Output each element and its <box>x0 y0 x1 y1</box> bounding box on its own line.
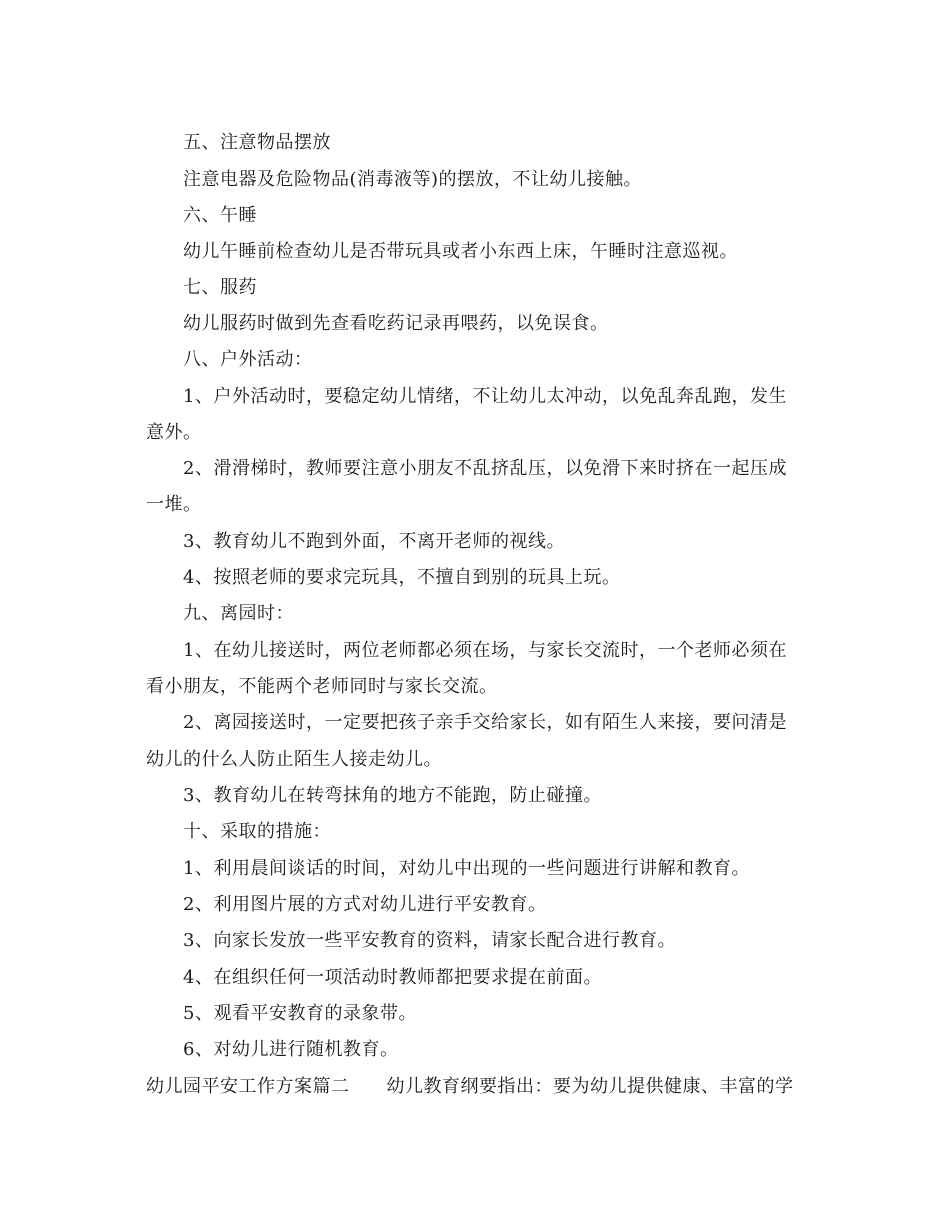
paragraph-line: 1、户外活动时，要稳定幼儿情绪，不让幼儿太冲动，以免乱奔乱跑，发生 <box>183 386 787 407</box>
paragraph-line: 1、在幼儿接送时，两位老师都必须在场，与家长交流时，一个老师必须在 <box>183 640 787 661</box>
paragraph-line: 3、教育幼儿在转弯抹角的地方不能跑，防止碰撞。 <box>183 785 602 806</box>
heading-eight: 八、户外活动： <box>183 349 313 370</box>
paragraph-line: 2、离园接送时，一定要把孩子亲手交给家长，如有陌生人来接，要问清是 <box>183 712 787 733</box>
paragraph-line: 注意电器及危险物品(消毒液等)的摆放，不让幼儿接触。 <box>183 169 643 190</box>
paragraph-line: 幼儿午睡前检查幼儿是否带玩具或者小东西上床，午睡时注意巡视。 <box>183 241 738 262</box>
paragraph-line: 幼儿的什么人防止陌生人接走幼儿。 <box>146 749 442 770</box>
heading-six: 六、午睡 <box>183 205 257 226</box>
heading-seven: 七、服药 <box>183 277 257 298</box>
paragraph-line: 2、滑滑梯时，教师要注意小朋友不乱挤乱压，以免滑下来时挤在一起压成 <box>183 458 787 479</box>
paragraph-line: 4、在组织任何一项活动时教师都把要求提在前面。 <box>183 967 602 988</box>
heading-nine: 九、离园时： <box>183 603 294 624</box>
paragraph-line: 2、利用图片展的方式对幼儿进行平安教育。 <box>183 894 547 915</box>
paragraph-line: 3、教育幼儿不跑到外面，不离开老师的视线。 <box>183 531 565 552</box>
paragraph-line: 一堆。 <box>146 494 202 515</box>
paragraph-line: 看小朋友，不能两个老师同时与家长交流。 <box>146 676 498 697</box>
paragraph-line: 幼儿服药时做到先查看吃药记录再喂药，以免误食。 <box>183 313 609 334</box>
paragraph-line: 意外。 <box>146 422 202 443</box>
paragraph-line: 1、利用晨间谈话的时间，对幼儿中出现的一些问题进行讲解和教育。 <box>183 858 750 879</box>
paragraph-line: 4、按照老师的要求完玩具，不擅自到别的玩具上玩。 <box>183 567 621 588</box>
heading-ten: 十、采取的措施： <box>183 821 331 842</box>
heading-five: 五、注意物品摆放 <box>183 132 331 153</box>
paragraph-line: 5、观看平安教育的录象带。 <box>183 1003 417 1024</box>
paragraph-line: 3、向家长发放一些平安教育的资料，请家长配合进行教育。 <box>183 930 676 951</box>
section-title-line: 幼儿园平安工作方案篇二 幼儿教育纲要指出：要为幼儿提供健康、丰富的学 <box>146 1076 794 1097</box>
paragraph-line: 6、对幼儿进行随机教育。 <box>183 1039 399 1060</box>
